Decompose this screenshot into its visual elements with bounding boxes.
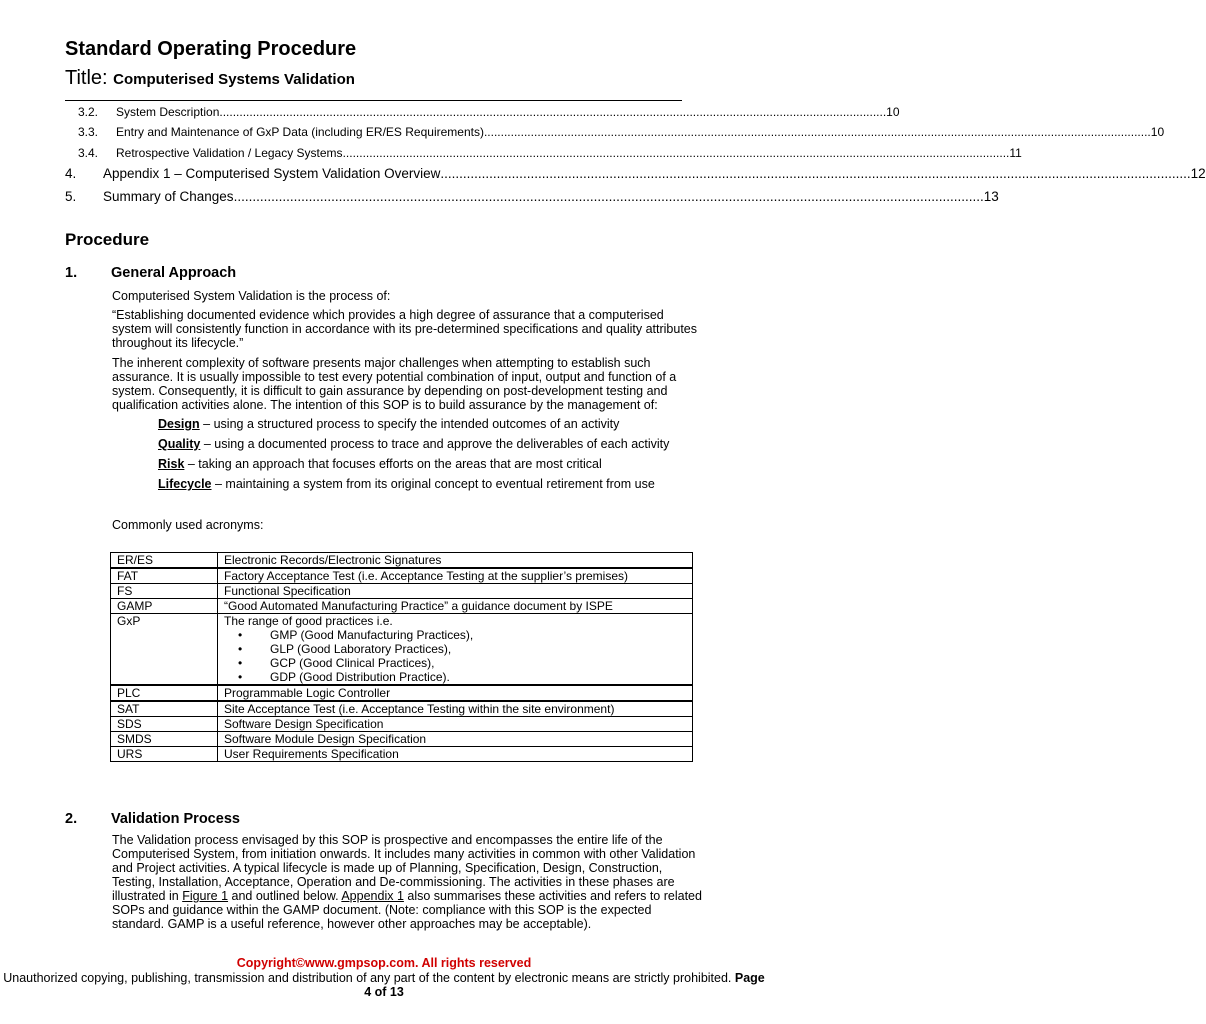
term-item: Lifecycle – maintaining a system from its original concept to eventual retirement from use (158, 477, 655, 491)
table-row: FAT Factory Acceptance Test (i.e. Acceptance Testing at the supplier’s premises) (111, 568, 693, 584)
list-item: • GLP (Good Laboratory Practices), (224, 642, 686, 656)
table-row: GAMP “Good Automated Manufacturing Practice” a guidance document by ISPE (111, 599, 693, 614)
appendix-1-link[interactable]: Appendix 1 (341, 889, 404, 903)
paragraph: Computerised System Validation is the process of: (112, 289, 391, 303)
table-row: PLC Programmable Logic Controller (111, 685, 693, 701)
toc-leader: ........................................................................................................................................................................................................ (342, 146, 1010, 160)
table-row: GxP The range of good practices i.e. • GMP (Good Manufacturing Practices), • GLP (Good Laboratory Practices), • GCP (Good Clinical Practices), • GDP (Good Distribution Practice). (111, 614, 693, 686)
table-row: SDS Software Design Specification (111, 717, 693, 732)
term-item: Quality – using a documented process to trace and approve the deliverables of each activity (158, 437, 670, 451)
toc-entry[interactable]: 4. Appendix 1 – Computerised System Validation Overview ........................................................................................................................................................................................................ 12 (65, 166, 1206, 181)
section-number: 2. (65, 811, 78, 827)
term-item: Risk – taking an approach that focuses efforts on the areas that are most critical (158, 457, 602, 471)
title-text: Computerised Systems Validation (113, 71, 355, 88)
list-item: • GDP (Good Distribution Practice). (224, 670, 686, 684)
section-number: 1. (65, 265, 78, 281)
section-title: General Approach (111, 265, 237, 281)
document-title: Title: Computerised Systems Validation (65, 67, 355, 89)
list-item: • GCP (Good Clinical Practices), (224, 656, 686, 670)
paragraph: The inherent complexity of software presents major challenges when attempting to establish such assurance. It is usually impossible to test every potential combination of input, output and function of a system. Consequently, it is difficult to gain assurance by depending on post-development testing and qualification activities alone. The intention of this SOP is to build assurance by the management of: (112, 356, 677, 412)
title-label: Title (65, 67, 103, 89)
quote-paragraph: “Establishing documented evidence which provides a high degree of assurance that a computerised system will consistently function in accordance with its pre-determined specifications and quality attributes throughout its lifecycle.” (112, 308, 697, 350)
gxp-list (224, 628, 686, 684)
toc-leader: ........................................................................................................................................................................................................ (483, 125, 1151, 139)
toc-leader: ........................................................................................................................................................................................................ (219, 105, 887, 119)
toc-entry[interactable]: 5. Summary of Changes ........................................................................................................................................................................................................ 13 (65, 189, 999, 204)
copyright-notice: Copyright©www.gmpsop.com. All rights reserved (236, 956, 532, 970)
paragraph: The Validation process envisaged by this SOP is prospective and encompasses the entire life of the Computerised System, from initiation onwards. It includes many activities in common with other Validation and Project activities. A typical lifecycle is made up of Planning, Specification, Design, Construction, Testing, Installation, Acceptance, Operation and De-commissioning. The activities in these phases are illustrated in Figure 1 and outlined below. Appendix 1 also summarises these activities and refers to related SOPs and guidance within the GAMP document. (Note: compliance with this SOP is the expected standard. GAMP is a useful reference, however other approaches may be acceptable). (112, 833, 702, 931)
term-item: Design – using a structured process to specify the intended outcomes of an activity (158, 417, 620, 431)
table-row: SMDS Software Module Design Specification (111, 732, 693, 747)
toc-entry[interactable]: 3.3. Entry and Maintenance of GxP Data (including ER/ES Requirements) ........................................................................................................................................................................................................ 10 (78, 125, 1165, 139)
table-row: ER/ES Electronic Records/Electronic Signatures (111, 553, 693, 569)
toc-leader: ........................................................................................................................................................................................................ (233, 189, 984, 204)
toc-entry[interactable]: 3.2. System Description ........................................................................................................................................................................................................ 10 (78, 105, 900, 119)
toc-entry[interactable]: 3.4. Retrospective Validation / Legacy Systems ........................................................................................................................................................................................................ 11 (78, 146, 1022, 160)
toc-leader: ........................................................................................................................................................................................................ (440, 166, 1191, 181)
footer-notice: Unauthorized copying, publishing, transmission and distribution of any part of the content by electronic means are strictly prohibited. Page 4 of 13 (3, 971, 765, 999)
acronyms-intro: Commonly used acronyms: (112, 518, 264, 532)
document-header: Standard Operating Procedure (65, 38, 357, 60)
section-title: Validation Process (111, 811, 240, 827)
acronyms-table (110, 552, 693, 762)
list-item: • GMP (Good Manufacturing Practices), (224, 628, 686, 642)
page-number: Page 4 of 13 (364, 971, 765, 999)
table-row: SAT Site Acceptance Test (i.e. Acceptance Testing within the site environment) (111, 701, 693, 717)
table-row: URS User Requirements Specification (111, 747, 693, 762)
header-rule (65, 100, 682, 101)
procedure-heading: Procedure (65, 230, 150, 249)
table-row: FS Functional Specification (111, 584, 693, 599)
figure-1-link[interactable]: Figure 1 (182, 889, 229, 903)
